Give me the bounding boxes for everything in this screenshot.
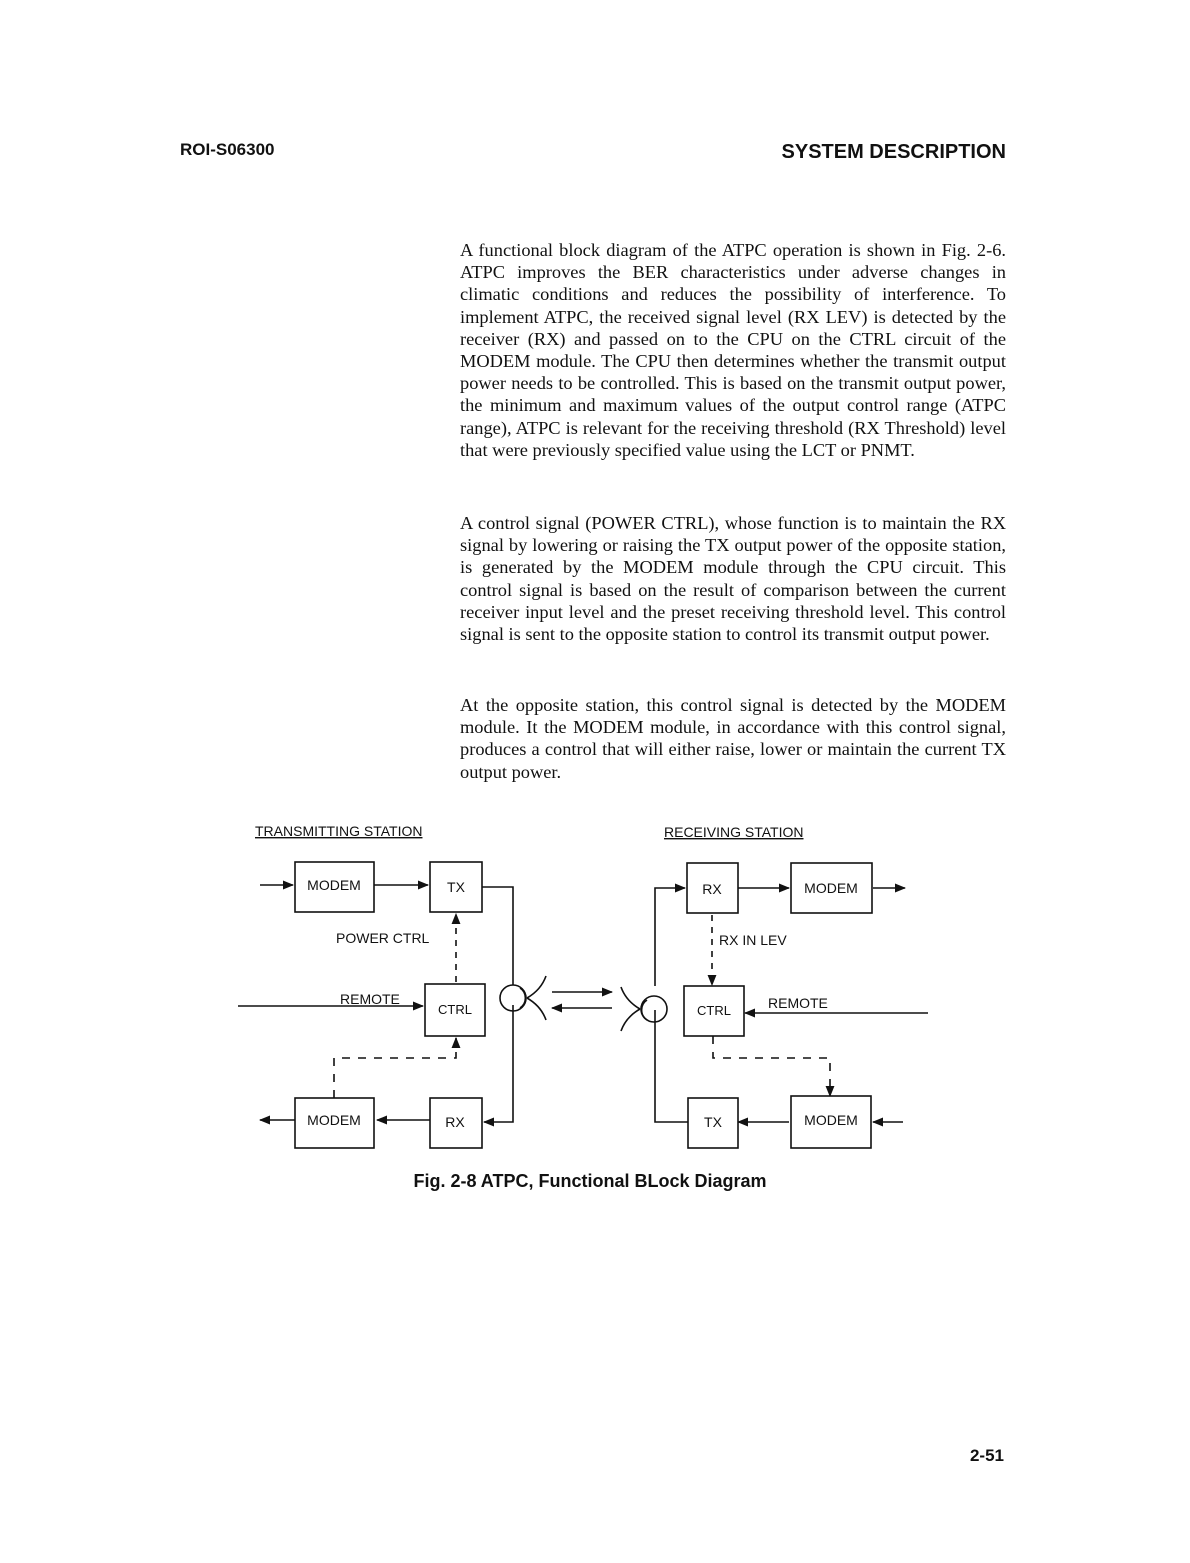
rx-station-modem-bottom-label: MODEM <box>804 1112 858 1128</box>
power-ctrl-label: POWER CTRL <box>336 930 430 946</box>
rx-station-ctrl-label: CTRL <box>697 1003 731 1018</box>
rx-station-modem-top-label: MODEM <box>804 880 858 896</box>
rx-in-lev-label: RX IN LEV <box>719 932 787 948</box>
tx-station-modem-top-label: MODEM <box>307 877 361 893</box>
tx-station-rx-label: RX <box>445 1114 465 1130</box>
document-id: ROI-S06300 <box>180 140 275 159</box>
rx-station-remote-label: REMOTE <box>768 995 828 1011</box>
figure-caption: Fig. 2-8 ATPC, Functional BLock Diagram <box>413 1171 767 1191</box>
paragraph-atpc-intro: A functional block diagram of the ATPC operation is shown in Fig. 2-6. ATPC improves the BER characteristics under adverse changes in climatic conditions and reduces the possibility of interference. To implement ATPC, the received signal level (RX LEV) is detected by the receiver (RX) and passed on to the CPU on the CTRL circuit of the MODEM module. The CPU then determines whether the transmit output power needs to be controlled. This is based on the transmit output power, the minimum and maximum values of the output control range (ATPC range), ATPC is relevant for the receiving threshold (RX Threshold) level that were previously specified value using the LCT or PNMT. <box>460 240 1006 460</box>
atpc-block-diagram <box>0 810 1190 1170</box>
paragraph-control-signal: A control signal (POWER CTRL), whose function is to maintain the RX signal by lowering or raising the TX output power of the opposite station, is generated by the MODEM module through the CPU circuit. This control signal is based on the result of comparison between the current receiver input level and the preset receiving threshold level. This control signal is sent to the opposite station to control its transmit output power. <box>460 513 1006 645</box>
page-number: 2-51 <box>969 1446 1004 1465</box>
rx-station-rx-label: RX <box>702 881 722 897</box>
receiving-station-label: RECEIVING STATION <box>664 824 804 840</box>
rx-station-tx-label: TX <box>704 1114 722 1130</box>
tx-station-tx-label: TX <box>447 879 465 895</box>
tx-station-modem-bottom-label: MODEM <box>307 1112 361 1128</box>
tx-station-remote-label: REMOTE <box>340 991 400 1007</box>
paragraph-opposite-station: At the opposite station, this control signal is detected by the MODEM module. It the MODEM module, in accordance with this control signal, produces a control that will either raise, lower or maintain the current TX output power. <box>460 695 1006 782</box>
transmitting-station-label: TRANSMITTING STATION <box>255 823 423 839</box>
tx-station-ctrl-label: CTRL <box>438 1002 472 1017</box>
section-title: SYSTEM DESCRIPTION <box>781 141 1006 163</box>
